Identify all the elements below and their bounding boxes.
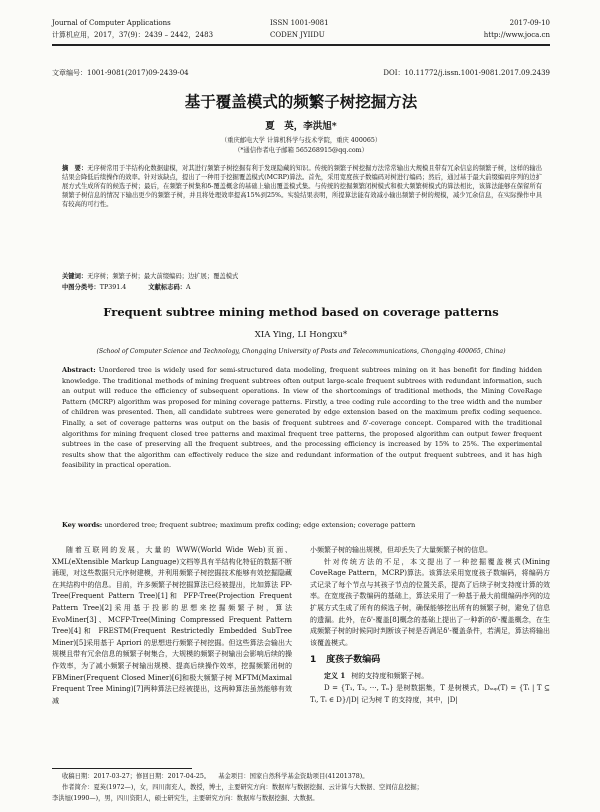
- abstract-en-text: Unordered tree is widely used for semi-structured data modeling, frequent subtrees mining on it has benefit for finding hidden knowledge. The traditional methods of mining frequent subtrees often output large-scale frequent subtrees with redundant information, such an output will reduce the efficiency of subsequent operations. In view of the shortcomings of traditional methods, the Mining CoveRage Pattern (MCRP) algorithm was proposed for mining coverage patterns. Firstly, a tree coding rule according to the tree width and the number of children was presented. Then, all candidate subtrees were generated by edge extension based on the maximum prefix coding sequence. Finally, a set of coverage patterns was output on the basis of frequent subtrees and δ'-coverage concept. Compared with the traditional algorithms for mining frequent closed tree patterns and maximal frequent tree patterns, the proposed algorithm can output fewer frequent subtrees in the case of preserving all the frequent subtrees, and the processing efficiency is increased by 15% to 25%. The experimental results show that the algorithm can effectively reduce the size and redundant information of the output frequent subtrees, and it has high feasibility in practical operation.: [62, 366, 542, 470]
- header-rule: [52, 44, 550, 46]
- keywords-en-label: Key words:: [62, 521, 103, 529]
- clc-number: TP391.4: [99, 284, 127, 291]
- keywords-en-text: unordered tree; frequent subtree; maximum prefix coding; edge extension; coverage pattern: [104, 521, 416, 529]
- journal-name-en: Journal of Computer Applications: [52, 19, 171, 27]
- right-intro: 小频繁子树的输出规模，但却丢失了大量频繁子树的信息。: [310, 546, 492, 554]
- section-number: 1: [310, 655, 317, 666]
- abstract-cn: [62, 164, 542, 209]
- right-paragraph-2: 针对传统方法的不足，本文提出了一种挖掘覆盖模式(Mining CoveRage Pattern，MCRP)算法。该算法采用宽度孩子数编码，将编码方式记录了每个节点与其孩子节点的位置关系，提高了后续子树支持度计算的效率。在宽度孩子数编码的基础上，算法采用了一种基于最大前缀编码序列的边扩展方式生成了所有的候选子树，确保能够挖出所有的频繁子树，避免了信息的遗漏。此外，在δ'-覆盖[8]概念的基础上提出了一种新的δ'-覆盖概念，在生成频繁子树的时候同时判断该子树是否满足δ'-覆盖条件，若满足，算法将输出该覆盖模式。: [310, 557, 550, 647]
- received-dates: 收稿日期：2017-03-27；修回日期：2017-04-25。: [62, 773, 211, 780]
- body-right-column: [310, 545, 550, 706]
- abstract-cn-label: 摘 要：: [62, 165, 88, 172]
- definition-text: D = {T₁, T₂, ⋯, Tₙ} 是树数据集，T 是树模式，Dₛᵤₚ(T) = {Tᵢ | T ⊆ Tᵢ, Tᵢ ∈ D}/|D| 记为树 T 的支持度，其中，|D|: [310, 683, 550, 704]
- doc-code-label: 文献标志码：: [148, 284, 187, 291]
- affiliation-cn: （重庆邮电大学 计算机科学与技术学院，重庆 400065）: [220, 137, 382, 144]
- coden: CODEN JYIIDU: [270, 31, 325, 39]
- author-bio-2: 李洪旭(1990—)，男，四川资阳人，硕士研究生，主要研究方向：数据库与数据挖掘、大数据。: [52, 795, 319, 802]
- abstract-en: [62, 365, 542, 471]
- author-bio-1: 作者简介：夏英(1972—)，女，四川南充人，教授，博士，主要研究方向：数据库与数据挖掘、云计算与大数据、空间信息挖掘；: [62, 784, 423, 791]
- journal-citation-cn: 计算机应用，2017，37(9)：2439 – 2442，2483: [52, 31, 214, 39]
- classification: [62, 283, 542, 292]
- section-title: 度孩子数编码: [326, 655, 381, 666]
- issue-date: 2017-09-10: [509, 19, 550, 27]
- affiliation-en: (School of Computer Science and Technology, Chongqing University of Posts and Telecommunications, Chongqing 400065, China): [96, 348, 506, 355]
- clc-label: 中图分类号：: [62, 284, 100, 291]
- definition-title: 树的支持度和频繁子树。: [351, 672, 429, 681]
- title-en: Frequent subtree mining method based on coverage patterns: [103, 305, 499, 319]
- authors-cn: 夏 英，李洪旭*: [265, 121, 337, 132]
- title-cn: 基于覆盖模式的频繁子树挖掘方法: [184, 93, 418, 111]
- funding: 基金项目：国家自然科学基金资助项目(41201378)。: [218, 773, 369, 780]
- keywords-en: [62, 520, 542, 530]
- authors-en: XIA Ying, LI Hongxu*: [254, 330, 348, 340]
- issn: ISSN 1001-9081: [270, 19, 329, 27]
- keywords-cn-label: 关键词：: [62, 273, 88, 280]
- abstract-en-label: Abstract:: [62, 366, 96, 374]
- footnote-rule: [52, 768, 192, 769]
- article-number: 文章编号：1001-9081(2017)09-2439-04: [52, 69, 189, 77]
- body-left-column: 随着互联网的发展，大量的 WWW(World Wide Web)页面、XML(eXtensible Markup Language)文档等具有半结构化特征的数据不断涌现，对这些数据只元序树建模，并利用频繁子树挖掘技术能够有效挖掘隐藏在其结构中的信息。目前，许多频繁子树挖掘算法已经被提出，比如算法 FP-Tree(Frequent Pattern Tree)[1]和 PFP-Tree(Projection Frequent Pattern Tree)[2]采用基于投影的思想来挖掘频繁子树，算法 EvoMiner[3]、MCFP-Tree(Mining Compressed Frequent Pattern Tree)[4]和 FRESTM(Frequent Restrictedly Embedded SubTree Miner)[5]采用基于 Apriori 的思想进行频繁子树挖掘。但这些算法会输出大规模且带有冗余信息的频繁子树集合，大规模的频繁子树输出会影响后续的操作效率，为了减小频繁子树输出规模、提高后续操作效率，挖掘频繁闭树的 FBMiner(Frequent Closed Miner)[6]和极大频繁子树 MFTM(Maximal Frequent Tree Mining)[7]两种算法已经被提出，这两种算法虽然能够有效减: [52, 546, 292, 705]
- corresponding-email: （*通信作者电子邮箱 565268915@qq.com）: [234, 147, 368, 154]
- definition-1: [310, 670, 550, 683]
- section-heading: [310, 654, 550, 667]
- keywords-cn-text: 无序树；频繁子树；最大前缀编码；边扩展；覆盖模式: [87, 273, 239, 280]
- doi: DOI：10.11772/j.issn.1001-9081.2017.09.2439: [383, 69, 550, 77]
- abstract-cn-text: 无序树常用于半结构化数据建模，对其进行频繁子树挖掘有利于发现隐藏的知识。传统的频繁子树挖掘方法常常输出大规模且带有冗余信息的频繁子树，这样的输出结果会降低后续操作的效率。针对该缺点，提出了一种用于挖掘覆盖模式(MCRP)算法。首先，采用宽度孩子数编码对树进行编码；然后，通过基于最大前缀编码序列的边扩展方式生成所有的候选子树；最后，在频繁子树集和δ-覆盖概念的基础上输出覆盖模式集。与传统的挖掘频繁闭树模式和极大频繁树模式的算法相比，该算法能够在保留所有频繁子树信息的情况下输出更少的频繁子树，并且将处理效率提高15%到25%。实验结果表明，所提算法能有效减小输出频繁子树的规模，减少冗余信息，在实际操作中具有较高的可行性。: [62, 165, 543, 208]
- doc-code: A: [186, 284, 191, 291]
- journal-url: http://www.joca.cn: [483, 31, 550, 39]
- footnote-dates-funding: [62, 772, 550, 781]
- definition-label: 定义 1: [324, 671, 346, 681]
- keywords-cn: [62, 272, 542, 281]
